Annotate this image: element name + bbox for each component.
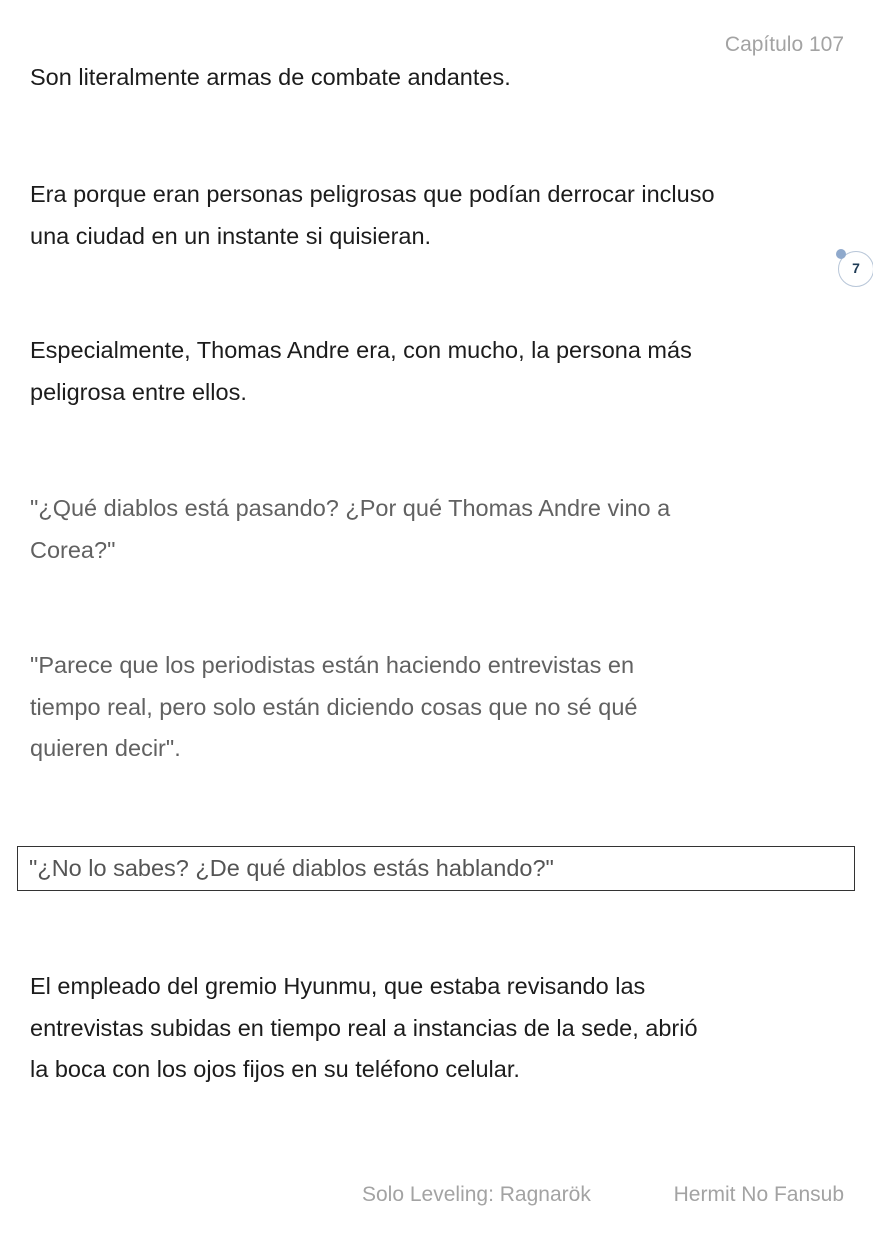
- text-line: entrevistas subidas en tiempo real a instancias de la sede, abrió: [30, 1014, 698, 1041]
- text-line: "¿Qué diablos está pasando? ¿Por qué Thomas Andre vino a: [30, 495, 671, 521]
- text-line: quieren decir".: [30, 735, 181, 761]
- text-line: "¿No lo sabes? ¿De qué diablos estás hablando?": [29, 855, 554, 881]
- footer-novel-title: Solo Leveling: Ragnarök: [362, 1183, 591, 1206]
- text-line: Especialmente, Thomas Andre era, con mucho, la persona más: [30, 337, 692, 363]
- text-line: peligrosa entre ellos.: [30, 378, 247, 405]
- text-line: una ciudad en un instante si quisieran.: [30, 222, 432, 249]
- dialogue-paragraph: [30, 488, 860, 571]
- text-line: El empleado del gremio Hyunmu, que estaba revisando las: [30, 973, 646, 999]
- footer-group-name: Hermit No Fansub: [673, 1183, 844, 1206]
- paragraph: [30, 174, 860, 257]
- paragraph: [30, 330, 860, 413]
- comment-count: 7: [852, 260, 860, 276]
- chapter-label: Capítulo 107: [724, 33, 844, 56]
- paragraph: [30, 966, 860, 1091]
- text-line: Corea?": [30, 536, 116, 563]
- comment-count-badge[interactable]: [838, 251, 873, 287]
- text-line: tiempo real, pero solo están diciendo cosas que no sé qué: [30, 693, 638, 720]
- text-line: Era porque eran personas peligrosas que podían derrocar incluso: [30, 181, 715, 207]
- paragraph: [30, 57, 860, 99]
- text-line: Son literalmente armas de combate andantes.: [30, 64, 511, 90]
- highlighted-dialogue[interactable]: [17, 846, 855, 891]
- text-line: "Parece que los periodistas están haciendo entrevistas en: [30, 652, 635, 678]
- badge-dot-icon: [836, 249, 846, 259]
- text-line: la boca con los ojos fijos en su teléfono celular.: [30, 1056, 520, 1082]
- dialogue-paragraph: [30, 645, 860, 770]
